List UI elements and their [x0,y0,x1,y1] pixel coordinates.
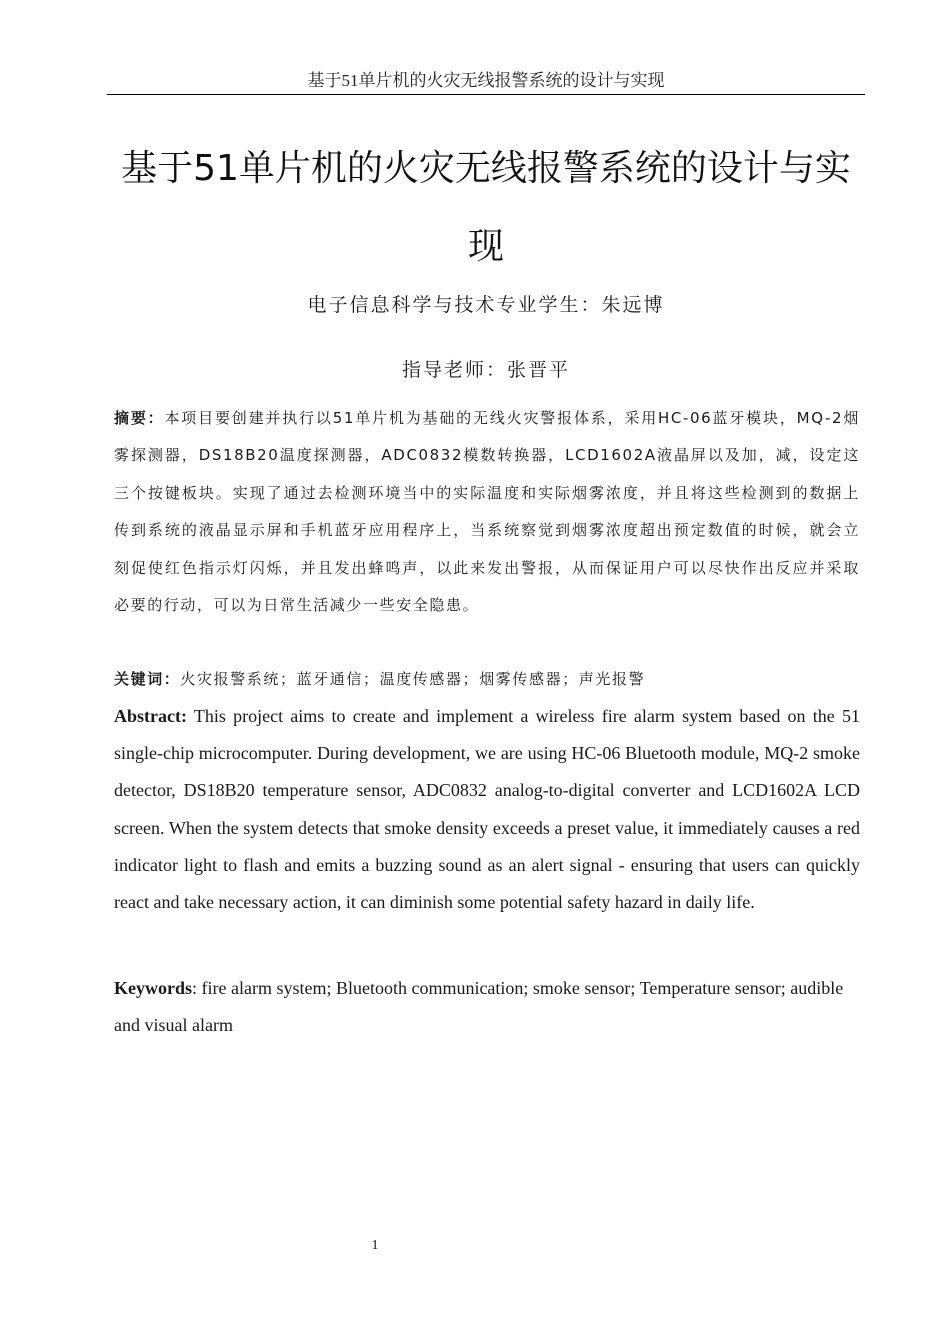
page-number: 1 [371,1238,379,1253]
header-divider [107,94,865,95]
english-abstract-text: This project aims to create and implement a wireless fire alarm system based on the 51 single-chip microcomputer. During development, we are using HC-06 Bluetooth module, MQ-2 smoke detector, DS18B20 temperature sensor, ADC0832 analog-to-digital converter and LCD1602A LCD screen. When the system detects that smoke density exceeds a preset value, it immediately causes a red indicator light to flash and emits a buzzing sound as an alert signal - ensuring that users can quickly react and take necessary action, it can diminish some potential safety hazard in daily life. [114,706,860,913]
chinese-keywords-text: 火灾报警系统；蓝牙通信；温度传感器；烟雾传感器；声光报警 [180,670,646,688]
english-abstract [114,698,860,921]
english-keywords [114,970,860,1044]
chinese-keywords [114,662,860,696]
chinese-abstract-label: 摘要： [114,409,165,427]
english-abstract-label: Abstract: [114,706,187,726]
advisor-line: 指导老师：张晋平 [401,359,570,381]
running-header: 基于51单片机的火灾无线报警系统的设计与实现 [307,71,665,90]
chinese-abstract-text: 本项目要创建并执行以51单片机为基础的无线火灾警报体系，采用HC-06蓝牙模块，MQ-2烟雾探测器，DS18B20温度探测器，ADC0832模数转换器，LCD1602A液晶屏以及加，减，设定这三个按键板块。实现了通过去检测环境当中的实际温度和实际烟雾浓度，并且将这些检测到的数据上传到系统的液晶显示屏和手机蓝牙应用程序上，当系统察觉到烟雾浓度超出预定数值的时候，就会立刻促使红色指示灯闪烁，并且发出蜂鸣声，以此来发出警报，从而保证用户可以尽快作出反应并采取必要的行动，可以为日常生活减少一些安全隐患。 [114,409,860,615]
english-keywords-label: Keywords [114,978,192,998]
english-keywords-text: : fire alarm system; Bluetooth communication; smoke sensor; Temperature sensor; audible and visual alarm [114,978,844,1035]
chinese-abstract [114,400,860,624]
page-title: 基于51单片机的火灾无线报警系统的设计与实现 [121,148,851,267]
author-line: 电子信息科学与技术专业学生：朱远博 [307,294,665,316]
chinese-keywords-label: 关键词： [114,670,181,688]
